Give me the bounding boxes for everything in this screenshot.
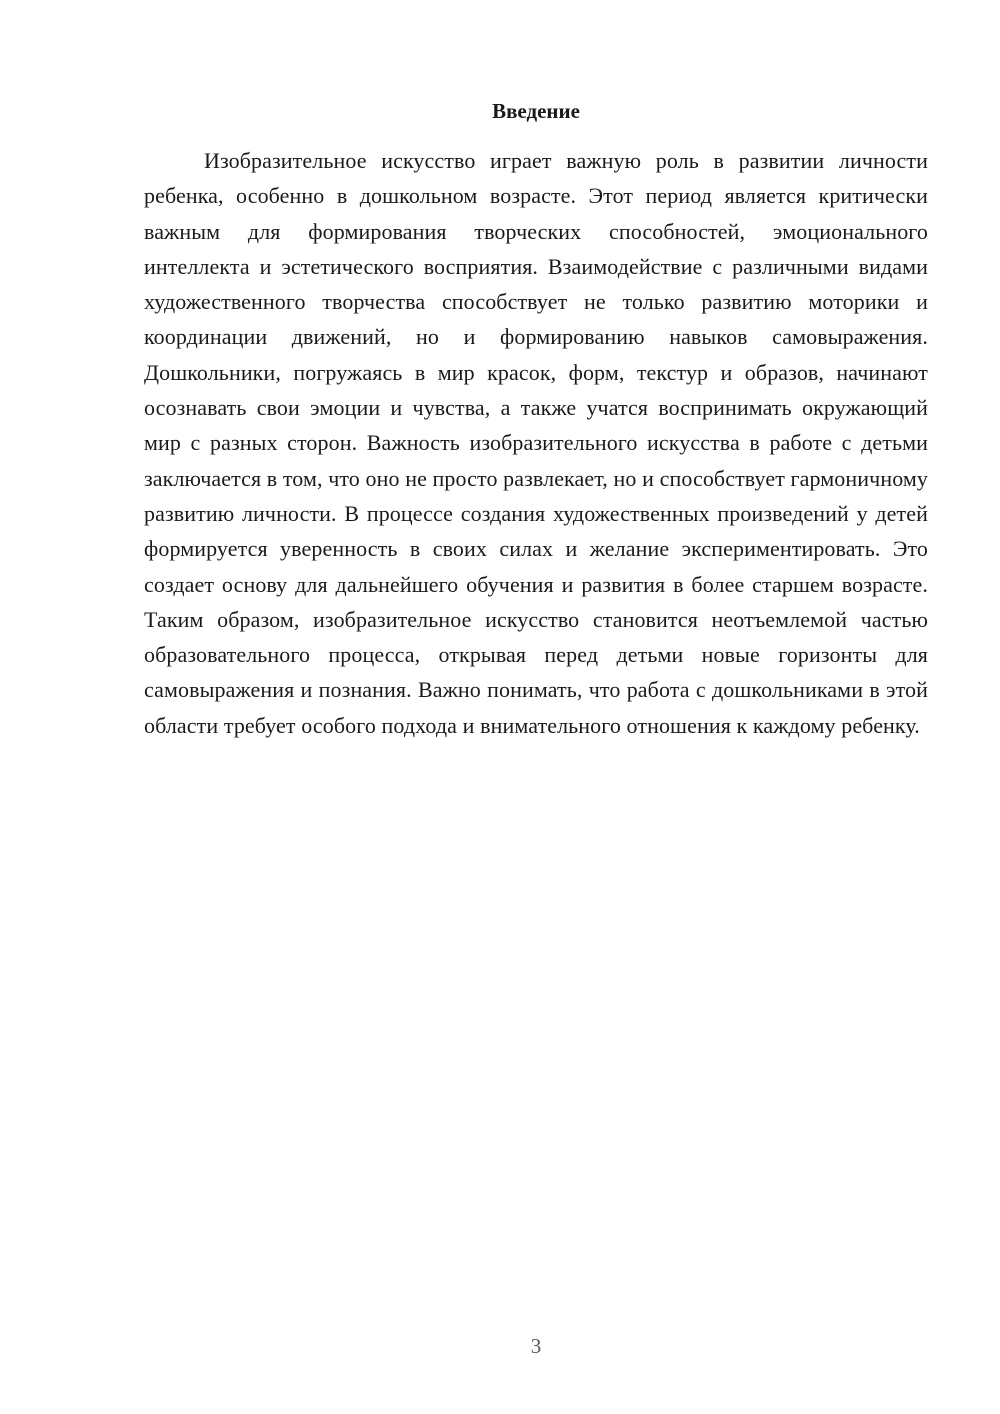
body-paragraph: Изобразительное искусство играет важную роль в развитии личности ребенка, особенно в дошкольном возрасте. Этот период является критически важным для формирования творческих способностей, эмоционального интеллекта и эстетического восприятия. Взаимодействие с различными видами художественного творчества способствует не только развитию моторики и координации движений, но и формированию навыков самовыражения. Дошкольники, погружаясь в мир красок, форм, текстур и образов, начинают осознавать свои эмоции и чувства, а также учатся воспринимать окружающий мир с разных сторон. Важность изобразительного искусства в работе с детьми заключается в том, что оно не просто развлекает, но и способствует гармоничному развитию личности. В процессе создания художественных произведений у детей формируется уверенность в своих силах и желание экспериментировать. Это создает основу для дальнейшего обучения и развития в более старшем возрасте. Таким образом, изобразительное искусство становится неотъемлемой частью образовательного процесса, открывая перед детьми новые горизонты для самовыражения и познания. Важно понимать, что работа с дошкольниками в этой области требует особого подхода и внимательного отношения к каждому ребенку. <box>144 148 928 738</box>
section-heading: Введение <box>492 99 580 123</box>
page-number: 3 <box>530 1334 542 1358</box>
